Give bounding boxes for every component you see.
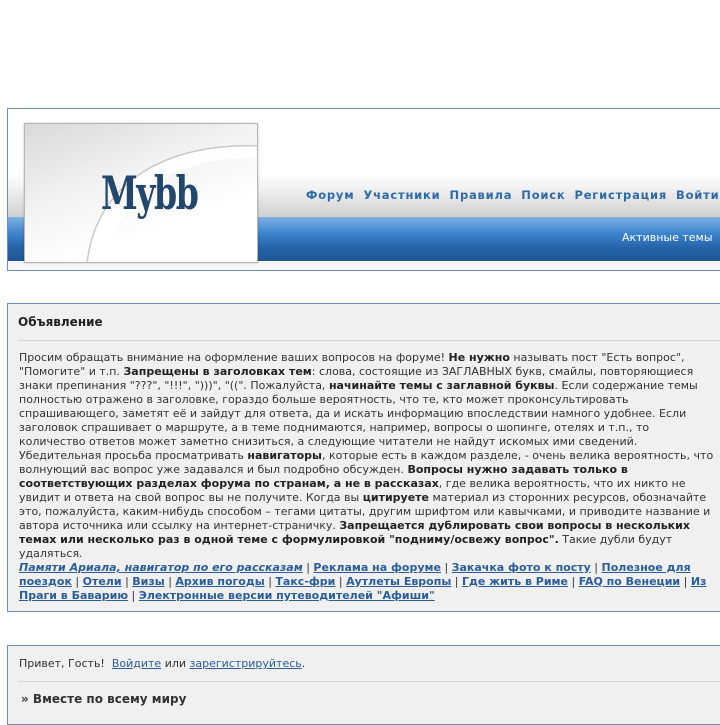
link-arial-navigator[interactable]: Памяти Ариала, навигатор по его рассказам	[19, 561, 303, 574]
divider	[18, 681, 720, 682]
nav-login[interactable]: Войти	[676, 188, 720, 202]
link-useful-for-trips[interactable]: Полезное для поездок	[19, 561, 691, 588]
link-visas[interactable]: Визы	[132, 575, 165, 588]
link-venice-faq[interactable]: FAQ по Венеции	[578, 575, 681, 588]
nav-forum[interactable]: Форум	[306, 188, 355, 202]
main-navigation	[306, 188, 720, 202]
nav-rules[interactable]: Правила	[449, 188, 513, 202]
link-weather-archive[interactable]: Архив погоды	[175, 575, 265, 588]
divider	[18, 340, 720, 341]
nav-search[interactable]: Поиск	[521, 188, 566, 202]
login-link[interactable]: Войдите	[111, 657, 162, 670]
link-prague-bavaria[interactable]: Из Праги в Баварию	[19, 575, 707, 602]
link-rome-stay[interactable]: Где жить в Риме	[461, 575, 568, 588]
nav-members[interactable]: Участники	[363, 188, 441, 202]
announcement-box	[7, 303, 720, 612]
guest-greeting: Привет, Гость! Войдите или зарегистрируйтесь.	[19, 657, 306, 670]
nav-register[interactable]: Регистрация	[574, 188, 668, 202]
link-photo-upload[interactable]: Закачка фото к посту	[451, 561, 591, 574]
announcement-text: Просим обращать внимание на оформление ваших вопросов на форуме! Не нужно называть пост "Есть вопрос", "Помогите" и т.п. Запрещены в заголовках тем: слова, состоящие из ЗАГЛАВНЫХ букв, смайлы, повторяющиеся знаки препинания "???", "!!!", ")))", "((". Пожалуйста, начинайте темы с заглавной буквы. Если содержание темы полностью отражено в заголовке, гораздо больше вероятность, что те, кто может проконсультировать спрашивающего, заметят её и зайдут для ответа, да и искать информацию впоследствии намного удобнее. Если заголовок спрашивает о маршруте, а в теме поднимаются, например, вопросы о шопинге, отелях и т.п., то количество ответов может заметно снизиться, а следующие читатели не найдут искомых ими сведений. Убедительная просьба просматривать навигаторы, которые есть в каждом разделе, - очень велика вероятность, что волнующий вас вопрос уже задавался и был подробно обсужден. Вопросы нужно задавать только в соответствующих разделах форума по странам, а не в рассказах, где велика вероятность, что их никто не увидит и ответа на свой вопрос вы не получите. Когда вы цитируете материал из сторонних ресурсов, обозначайте это, пожалуйста, каким-нибудь способом – тегами цитаты, другим шрифтом или кавычками, и приводите название и автора источника или ссылку на интернет-страничку. Запрещается дублировать свои вопросы в нескольких темах или несколько раз в одной теме с формулировкой "подниму/освежу вопрос". Такие дубли будут удаляться. Памяти Ариала, навигатор по его рассказам | Реклама на форуме | Закачка фото к посту | Полезное для поездок | Отели | Визы | Архив погоды | Такс-фри | Аутлеты Европы | Где жить в Риме | FAQ по Венеции | Из Праги в Баварию | Электронные версии путеводителей "Афиши"	[19, 351, 714, 602]
logo-text: Mybb	[101, 166, 198, 220]
active-topics-link[interactable]: Активные темы	[622, 231, 713, 244]
link-hotels[interactable]: Отели	[82, 575, 122, 588]
section-title[interactable]: » Вместе по всему миру	[21, 692, 187, 706]
register-link[interactable]: зарегистрируйтесь	[189, 657, 302, 670]
link-advertising[interactable]: Реклама на форуме	[313, 561, 441, 574]
forum-header	[7, 108, 720, 271]
link-tax-free[interactable]: Такс-фри	[275, 575, 336, 588]
link-outlets[interactable]: Аутлеты Европы	[346, 575, 452, 588]
welcome-box	[7, 645, 720, 725]
forum-logo[interactable]	[24, 123, 258, 263]
link-afisha-guides[interactable]: Электронные версии путеводителей "Афиши"	[138, 589, 435, 602]
announcement-title: Объявление	[18, 315, 103, 329]
